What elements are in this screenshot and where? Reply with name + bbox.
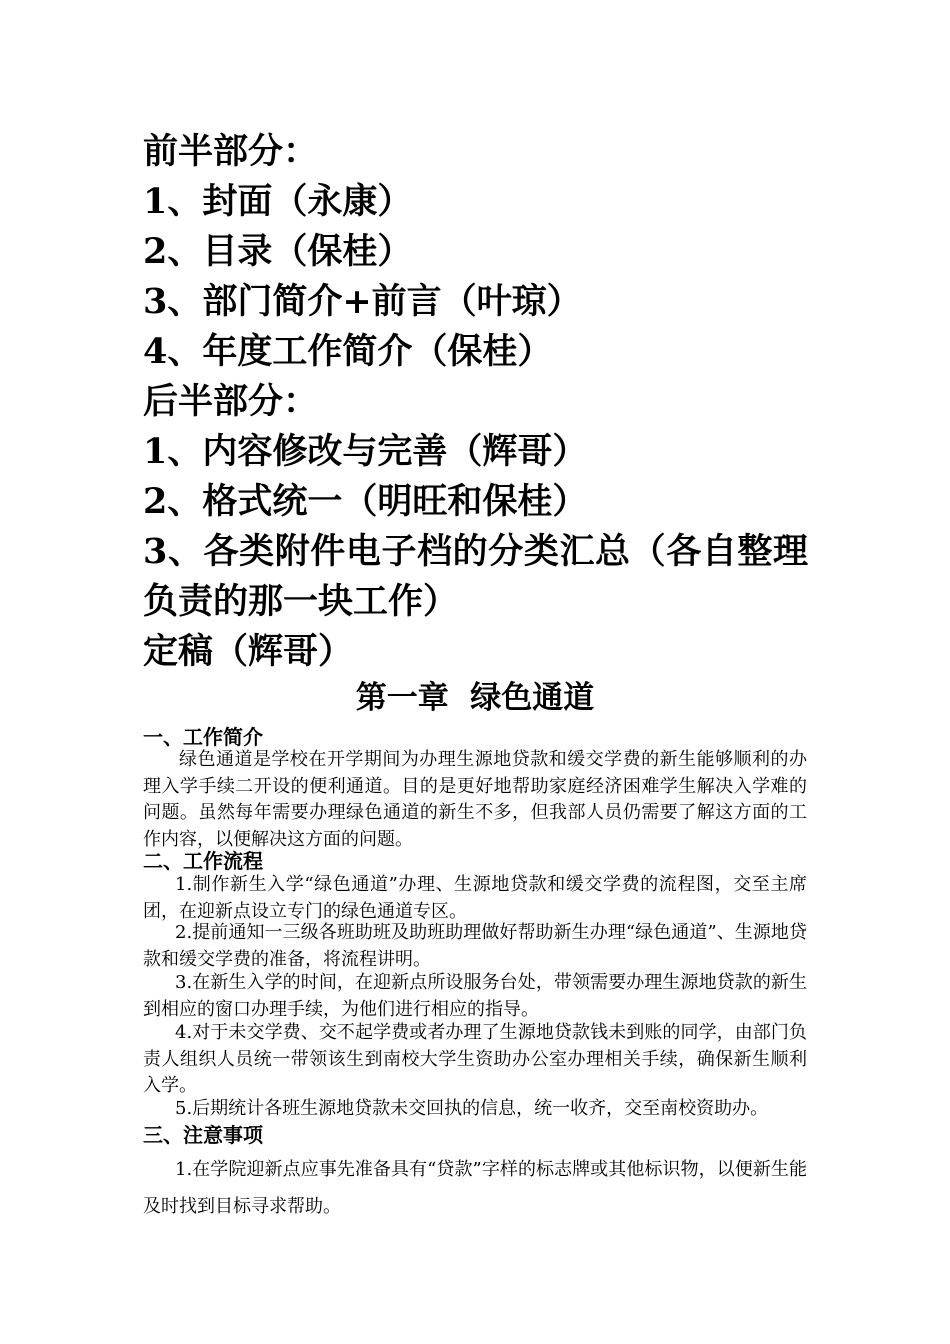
outline-item: 2、格式统一（明旺和保桂） xyxy=(143,481,588,522)
section-heading: 三、注意事项 xyxy=(143,1123,263,1147)
first-half-title: 前半部分： xyxy=(143,131,319,172)
process-step: 5.后期统计各班生源地贷款未交回执的信息，统一收齐，交至南校资助办。 xyxy=(175,1098,769,1119)
process-step: 1.制作新生入学“绿色通道”办理、生源地贷款和缓交学费的流程图，交至主席团，在迎新点设立专门的绿色通道专区。 xyxy=(143,874,807,922)
note-item: 1.在学院迎新点应事先准备具有“贷款”字样的标志牌或其他标识物，以便新生能及时找到目标寻求帮助。 xyxy=(143,1159,807,1217)
process-step: 3.在新生入学的时间，在迎新点所设服务台处，带领需要办理生源地贷款的新生到相应的窗口办理手续，为他们进行相应的指导。 xyxy=(143,972,807,1020)
section-heading: 一、工作简介 xyxy=(143,725,263,749)
outline-item: 3、部门简介+前言（叶琼） xyxy=(143,281,582,322)
outline-item: 3、各类附件电子档的分类汇总（各自整理负责的那一块工作） xyxy=(143,531,808,622)
outline-item: 1、内容修改与完善（辉哥） xyxy=(143,431,588,472)
section-heading: 二、工作流程 xyxy=(143,849,263,873)
outline-item: 1、封面（永康） xyxy=(143,181,413,222)
process-step: 4.对于未交学费、交不起学费或者办理了生源地贷款钱未到账的同学，由部门负责人组织人员统一带领该生到南校大学生资助办公室办理相关手续，确保新生顺利入学。 xyxy=(143,1022,807,1096)
section-paragraph: 绿色通道是学校在开学期间为办理生源地贷款和缓交学费的新生能够顺利的办理入学手续二开设的便利通道。目的是更好地帮助家庭经济困难学生解决入学难的问题。虽然每年需要办理绿色通道的新生不多，但我部人员仍需要了解这方面的工作内容，以便解决这方面的问题。 xyxy=(143,749,807,850)
process-step: 2.提前通知一三级各班助班及助班助理做好帮助新生办理“绿色通道”、生源地贷款和缓交学费的准备，将流程讲明。 xyxy=(143,922,807,970)
outline-item: 2、目录（保桂） xyxy=(143,231,413,272)
second-half-title: 后半部分： xyxy=(143,381,319,422)
final-item: 定稿（辉哥） xyxy=(143,631,354,672)
chapter-title: 第一章 绿色通道 xyxy=(355,680,595,716)
outline-item: 4、年度工作简介（保桂） xyxy=(143,331,553,372)
